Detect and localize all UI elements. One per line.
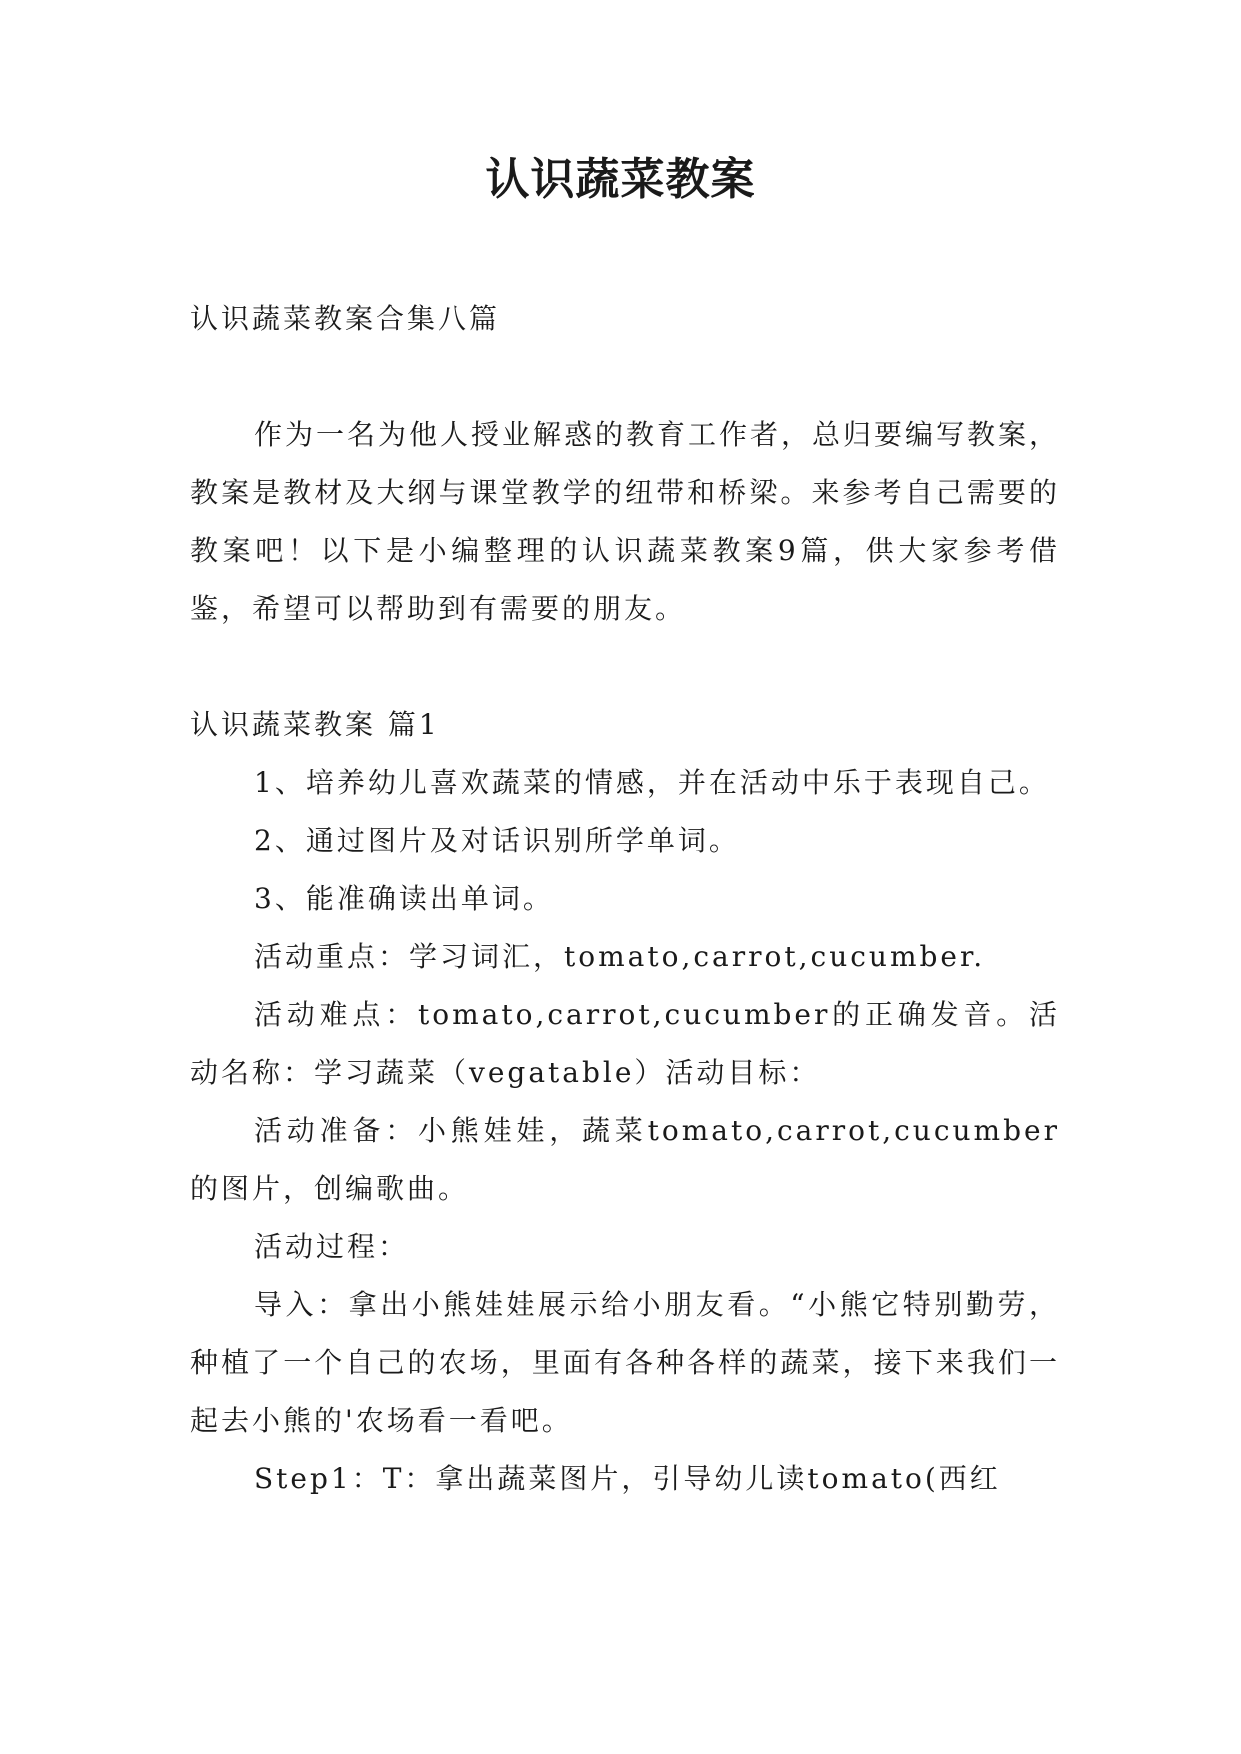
paragraph-process-heading: 活动过程： — [254, 1230, 410, 1263]
paragraph-objective-1: 1、培养幼儿喜欢蔬菜的情感，并在活动中乐于表现自己。 — [254, 766, 1050, 799]
document-subtitle: 认识蔬菜教案合集八篇 — [190, 302, 501, 335]
document-body — [190, 290, 1060, 1508]
paragraph-introduction: 导入：拿出小熊娃娃展示给小朋友看。“小熊它特别勤劳，种植了一个自己的农场，里面有各种各样的蔬菜，接下来我们一起去小熊的'农场看一看吧。 — [190, 1288, 1060, 1437]
paragraph-preparation: 活动准备：小熊娃娃，蔬菜tomato,carrot,cucumber的图片，创编歌曲。 — [190, 1114, 1060, 1205]
document-title: 认识蔬菜教案 — [485, 154, 756, 205]
paragraph-step1: Step1：T：拿出蔬菜图片，引导幼儿读tomato(西红 — [254, 1462, 1001, 1495]
paragraph-key-point: 活动重点：学习词汇，tomato,carrot,cucumber. — [254, 940, 986, 973]
paragraph-difficulty: 活动难点：tomato,carrot,cucumber的正确发音。活动名称：学习蔬菜（vegatable）活动目标： — [190, 998, 1060, 1089]
intro-paragraph: 作为一名为他人授业解惑的教育工作者，总归要编写教案，教案是教材及大纲与课堂教学的纽带和桥梁。来参考自己需要的教案吧！以下是小编整理的认识蔬菜教案9篇，供大家参考借鉴，希望可以帮助到有需要的朋友。 — [190, 418, 1061, 625]
section-heading: 认识蔬菜教案 篇1 — [190, 708, 440, 741]
paragraph-objective-2: 2、通过图片及对话识别所学单词。 — [254, 824, 740, 857]
paragraph-objective-3: 3、能准确读出单词。 — [254, 882, 554, 915]
